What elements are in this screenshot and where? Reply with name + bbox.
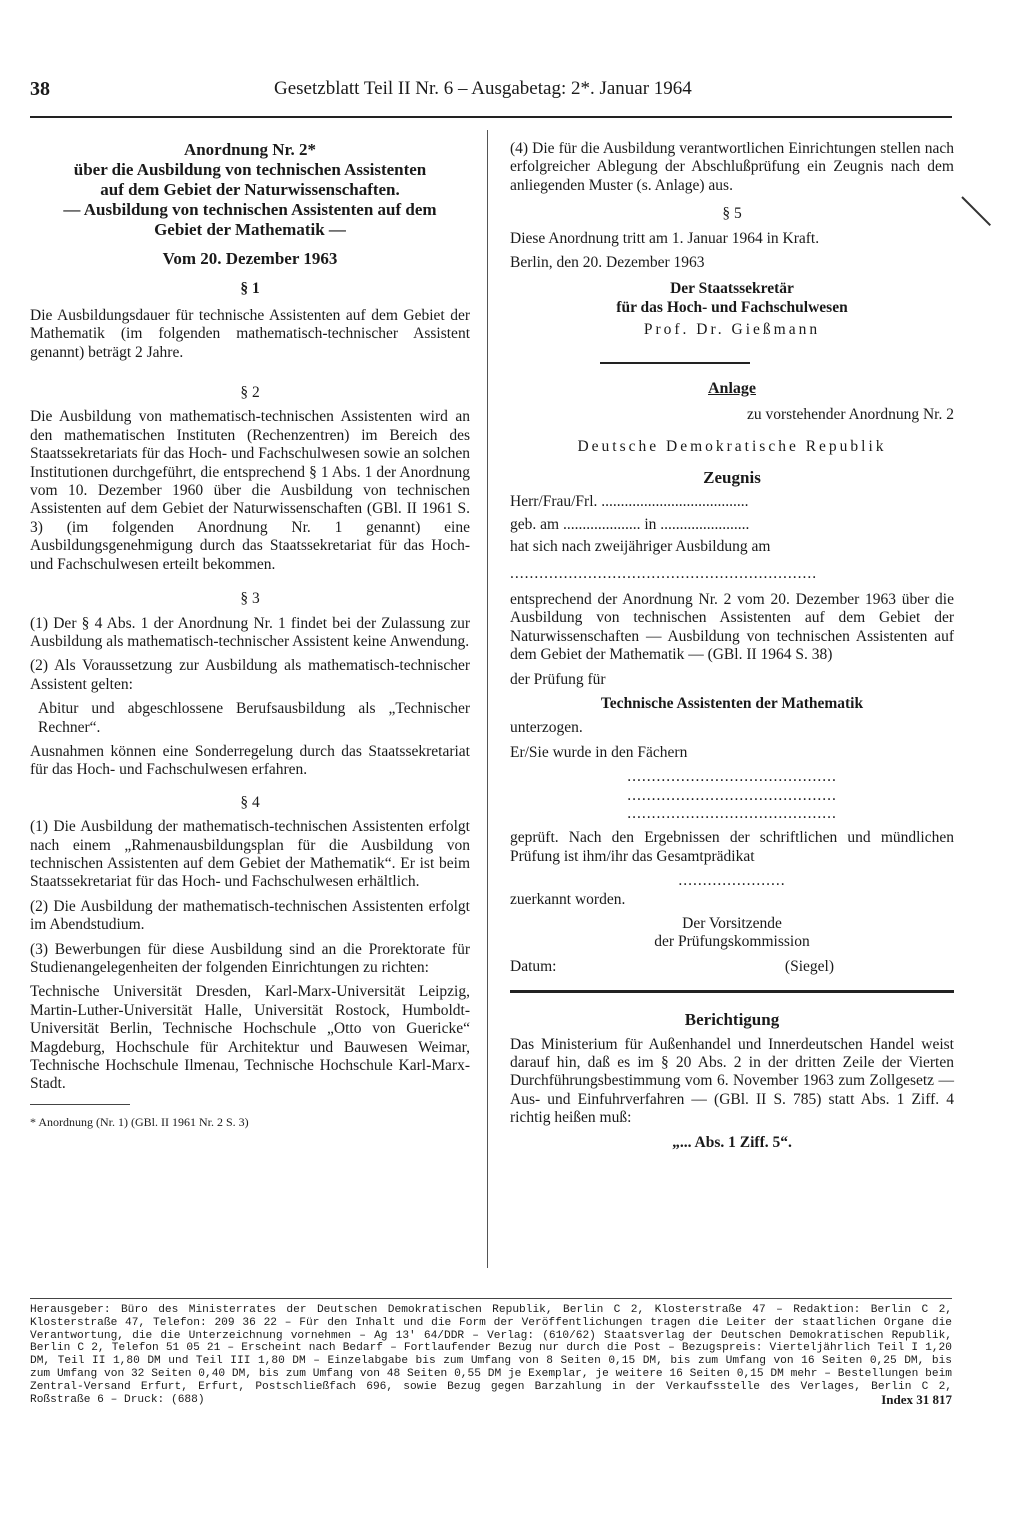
form-legal-text: entsprechend der Anordnung Nr. 2 vom 20. Dezember 1963 über die Ausbildung von technischen Assistenten auf dem Gebiet der Naturwissenschaften — Ausbildung von technischen Assistenten auf dem Gebiet der Mathematik — (GBl. II 1964 S. 38) <box>510 590 954 664</box>
section-3-para-2: (2) Als Voraussetzung zur Ausbildung als mathematisch-technischer Assistent gelten: <box>30 657 470 693</box>
signatory-title-1: Der Staatssekretär <box>670 280 794 298</box>
order-subtitle-3: — Ausbildung von technischen Assistenten auf dem <box>63 200 437 219</box>
form-awarded: zuerkannt worden. <box>510 890 626 908</box>
section-4-para-4-cont: (4) Die für die Ausbildung verantwortlichen Einrichtungen stellen nach erfolgreicher Ablegung der Abschlußprüfung ein Zeugnis nach dem anliegenden Muster (s. Anlage) aus. <box>510 140 954 194</box>
annex-subheading: zu vorstehender Anordnung Nr. 2 <box>746 406 954 424</box>
form-dots-line: ............................................................... <box>510 564 818 582</box>
section-3-heading: § 3 <box>240 590 260 608</box>
footnote: * Anordnung (Nr. 1) (GBl. II 1961 Nr. 2 S. 3) <box>30 1114 249 1129</box>
order-title: Anordnung Nr. 2* <box>183 140 317 159</box>
form-birth-line: geb. am .................... in ....................... <box>510 515 750 533</box>
form-subject-dots-2: ........................................... <box>627 786 837 804</box>
form-date-seal-row <box>510 958 954 976</box>
footer-rule <box>30 1298 952 1299</box>
section-4-heading: § 4 <box>240 793 260 811</box>
section-2-heading: § 2 <box>240 384 260 402</box>
column-divider <box>487 130 488 1268</box>
signatory-title-2: für das Hoch- und Fachschulwesen <box>616 298 848 316</box>
form-name-line: Herr/Frau/Frl. ...................................... <box>510 493 749 511</box>
order-subtitle-2: auf dem Gebiet der Naturwissenschaften. <box>100 180 400 199</box>
correction-text: Das Ministerium für Außenhandel und Innerdeutschen Handel weist darauf hin, daß es im § 20 Abs. 2 in der dritten Zeile der Vierten Durchführungsbestimmung vom 6. November 1963 zum Zollgesetz — Aus- und Einfuhrverfahren — (GBl. II S. 785) statt Abs. 1 Ziff. 4 richtig heißen muß: <box>510 1035 954 1127</box>
section-1-text: Die Ausbildungsdauer für technische Assistenten auf dem Gebiet der Mathematik (im folgenden mathematisch-technischer Assistent genannt) beträgt 2 Jahre. <box>30 306 470 361</box>
form-undergone: unterzogen. <box>510 719 583 737</box>
form-after-line: hat sich nach zweijähriger Ausbildung am <box>510 538 771 556</box>
margin-mark <box>961 196 991 226</box>
footnote-rule <box>30 1104 130 1105</box>
form-subject-dots-3: ........................................... <box>627 804 837 822</box>
form-date-label: Datum: <box>510 957 557 975</box>
signatory-name: Prof. Dr. Gießmann <box>643 321 821 339</box>
left-column <box>30 140 470 1137</box>
form-exam-label: der Prüfung für <box>510 670 606 688</box>
section-4-para-2: (2) Die Ausbildung der mathematisch-technischen Assistenten erfolgt im Abendstudium. <box>30 897 470 934</box>
form-subject-dots-1: ........................................... <box>627 768 837 786</box>
index-number: Index 31 817 <box>881 1391 952 1407</box>
section-4-para-1: (1) Die Ausbildung der mathematisch-technischen Assistenten erfolgt nach einem „Rahmenausbildungsplan für die Ausbildung von technischen Assistenten auf dem Gebiet der Mathematik“. Er ist beim Staatssekretariat für das Hoch- und Fachschulwesen erhältlich. <box>30 818 470 891</box>
section-4-para-4: Technische Universität Dresden, Karl-Marx-Universität Leipzig, Martin-Luther-Universität Halle, Universität Rostock, Humboldt-Universität Berlin, Technische Hochschule „Otto von Guericke“ Magdeburg, Hochschule für Architektur und Bauwesen Weimar, Technische Hochschule Ilmenau, Technische Hochschule Karl-Marx-Stadt. <box>30 983 470 1093</box>
form-chair-1: Der Vorsitzende <box>682 915 782 932</box>
imprint <box>30 1304 952 1406</box>
page-number: 38 <box>30 78 50 100</box>
section-4-para-3: (3) Bewerbungen für diese Ausbildung sind an die Prorektorate für Studienangelegenheiten der folgenden Einrichtungen zu richten: <box>30 940 470 976</box>
form-result-text: geprüft. Nach den Ergebnissen der schriftlichen und mündlichen Prüfung ist ihm/ihr das Gesamtprädikat <box>510 829 954 865</box>
form-seal-label: (Siegel) <box>784 957 834 975</box>
section-3-para-1: (1) Der § 4 Abs. 1 der Anordnung Nr. 1 findet bei der Zulassung zur Ausbildung als mathematisch-technischer Assistent keine Anwendung. <box>30 614 470 650</box>
correction-quote: „... Abs. 1 Ziff. 5“. <box>672 1133 792 1151</box>
certificate-title: Zeugnis <box>703 467 761 487</box>
order-subtitle-1: über die Ausbildung von technischen Assistenten <box>73 160 427 179</box>
running-head: Gesetzblatt Teil II Nr. 6 – Ausgabetag: 2*. Januar 1964 <box>274 78 692 99</box>
country-name: Deutsche Demokratische Republik <box>577 438 887 456</box>
header-rule <box>30 116 952 118</box>
order-date: Vom 20. Dezember 1963 <box>162 249 338 268</box>
form-course-name: Technische Assistenten der Mathematik <box>600 694 864 712</box>
section-3-para-3: Abitur und abgeschlossene Berufsausbildung als „Technischer Rechner“. <box>38 700 470 736</box>
separator-rule <box>600 362 750 364</box>
correction-heading: Berichtigung <box>684 1010 780 1030</box>
section-5-text: Diese Anordnung tritt am 1. Januar 1964 in Kraft. <box>510 229 820 247</box>
place-date: Berlin, den 20. Dezember 1963 <box>510 254 705 272</box>
section-1-heading: § 1 <box>240 280 260 298</box>
section-3-para-4: Ausnahmen können eine Sonderregelung durch das Staatssekretariat für das Hoch- und Fachschulwesen erfahren. <box>30 742 470 779</box>
form-grade-dots: ...................... <box>678 872 786 890</box>
correction-rule <box>510 990 954 993</box>
annex-heading: Anlage <box>708 379 756 397</box>
section-2-text: Die Ausbildung von mathematisch-technischen Assistenten wird an den mathematischen Instituten (Rechenzentren) im Bereich des Staatssekretariats für das Hoch- und Fachschulwesen sowie an solchen Institutionen durchgeführt, die entsprechend § 1 Abs. 1 der Anordnung vom 10. Dezember 1960 über die Ausbildung von technischen Assistenten auf dem Gebiet der Naturwissenschaften (GBl. II 1961 S. 3) (im folgenden Anordnung Nr. 1 genannt) eine Ausbildungsgenehmigung durch das Staatssekretariat für das Hoch- und Fachschulwesen erteilt bekommen. <box>30 408 470 573</box>
form-subjects-label: Er/Sie wurde in den Fächern <box>510 743 688 761</box>
order-subtitle-4: Gebiet der Mathematik — <box>154 220 346 239</box>
section-5-heading: § 5 <box>722 205 742 223</box>
imprint-text: Herausgeber: Büro des Ministerrates der Deutschen Demokratischen Republik, Berlin C 2, Klosterstraße 47 – Redaktion: Berlin C 2, Klosterstraße 47, Telefon: 209 36 22 – Für den Inhalt und die Form der Veröffentlichungen tragen die Leiter der staatlichen Organe die Verantwortung, die die Unterzeichnung vornehmen – Ag 13' 64/DDR – Verlag: (610/62) Staatsverlag der Deutschen Demokratischen Republik, Berlin C 2, Telefon 51 05 21 – Erscheint nach Bedarf – Fortlaufender Bezug nur durch die Post – Bezugspreis: Vierteljährlich Teil I 1,20 DM, Teil II 1,80 DM und Teil III 1,80 DM – Einzelabgabe bis zum Umfang von 8 Seiten 0,15 DM, bis zum Umfang von 16 Seiten 0,25 DM, bis zum Umfang von 32 Seiten 0,40 DM, bis zum Umfang von 48 Seiten 0,55 DM je Exemplar, je weitere 16 Seiten 0,15 DM mehr – Bestellungen beim Zentral-Versand Erfurt, Erfurt, Postschließfach 696, sowie Bezug gegen Barzahlung in der Verkaufsstelle des Verlages, Berlin C 2, Roßstraße 6 – Druck: (688) <box>30 1304 952 1406</box>
form-chair-2: der Prüfungskommission <box>654 933 810 951</box>
right-column <box>510 140 954 1158</box>
page-header <box>30 78 950 102</box>
